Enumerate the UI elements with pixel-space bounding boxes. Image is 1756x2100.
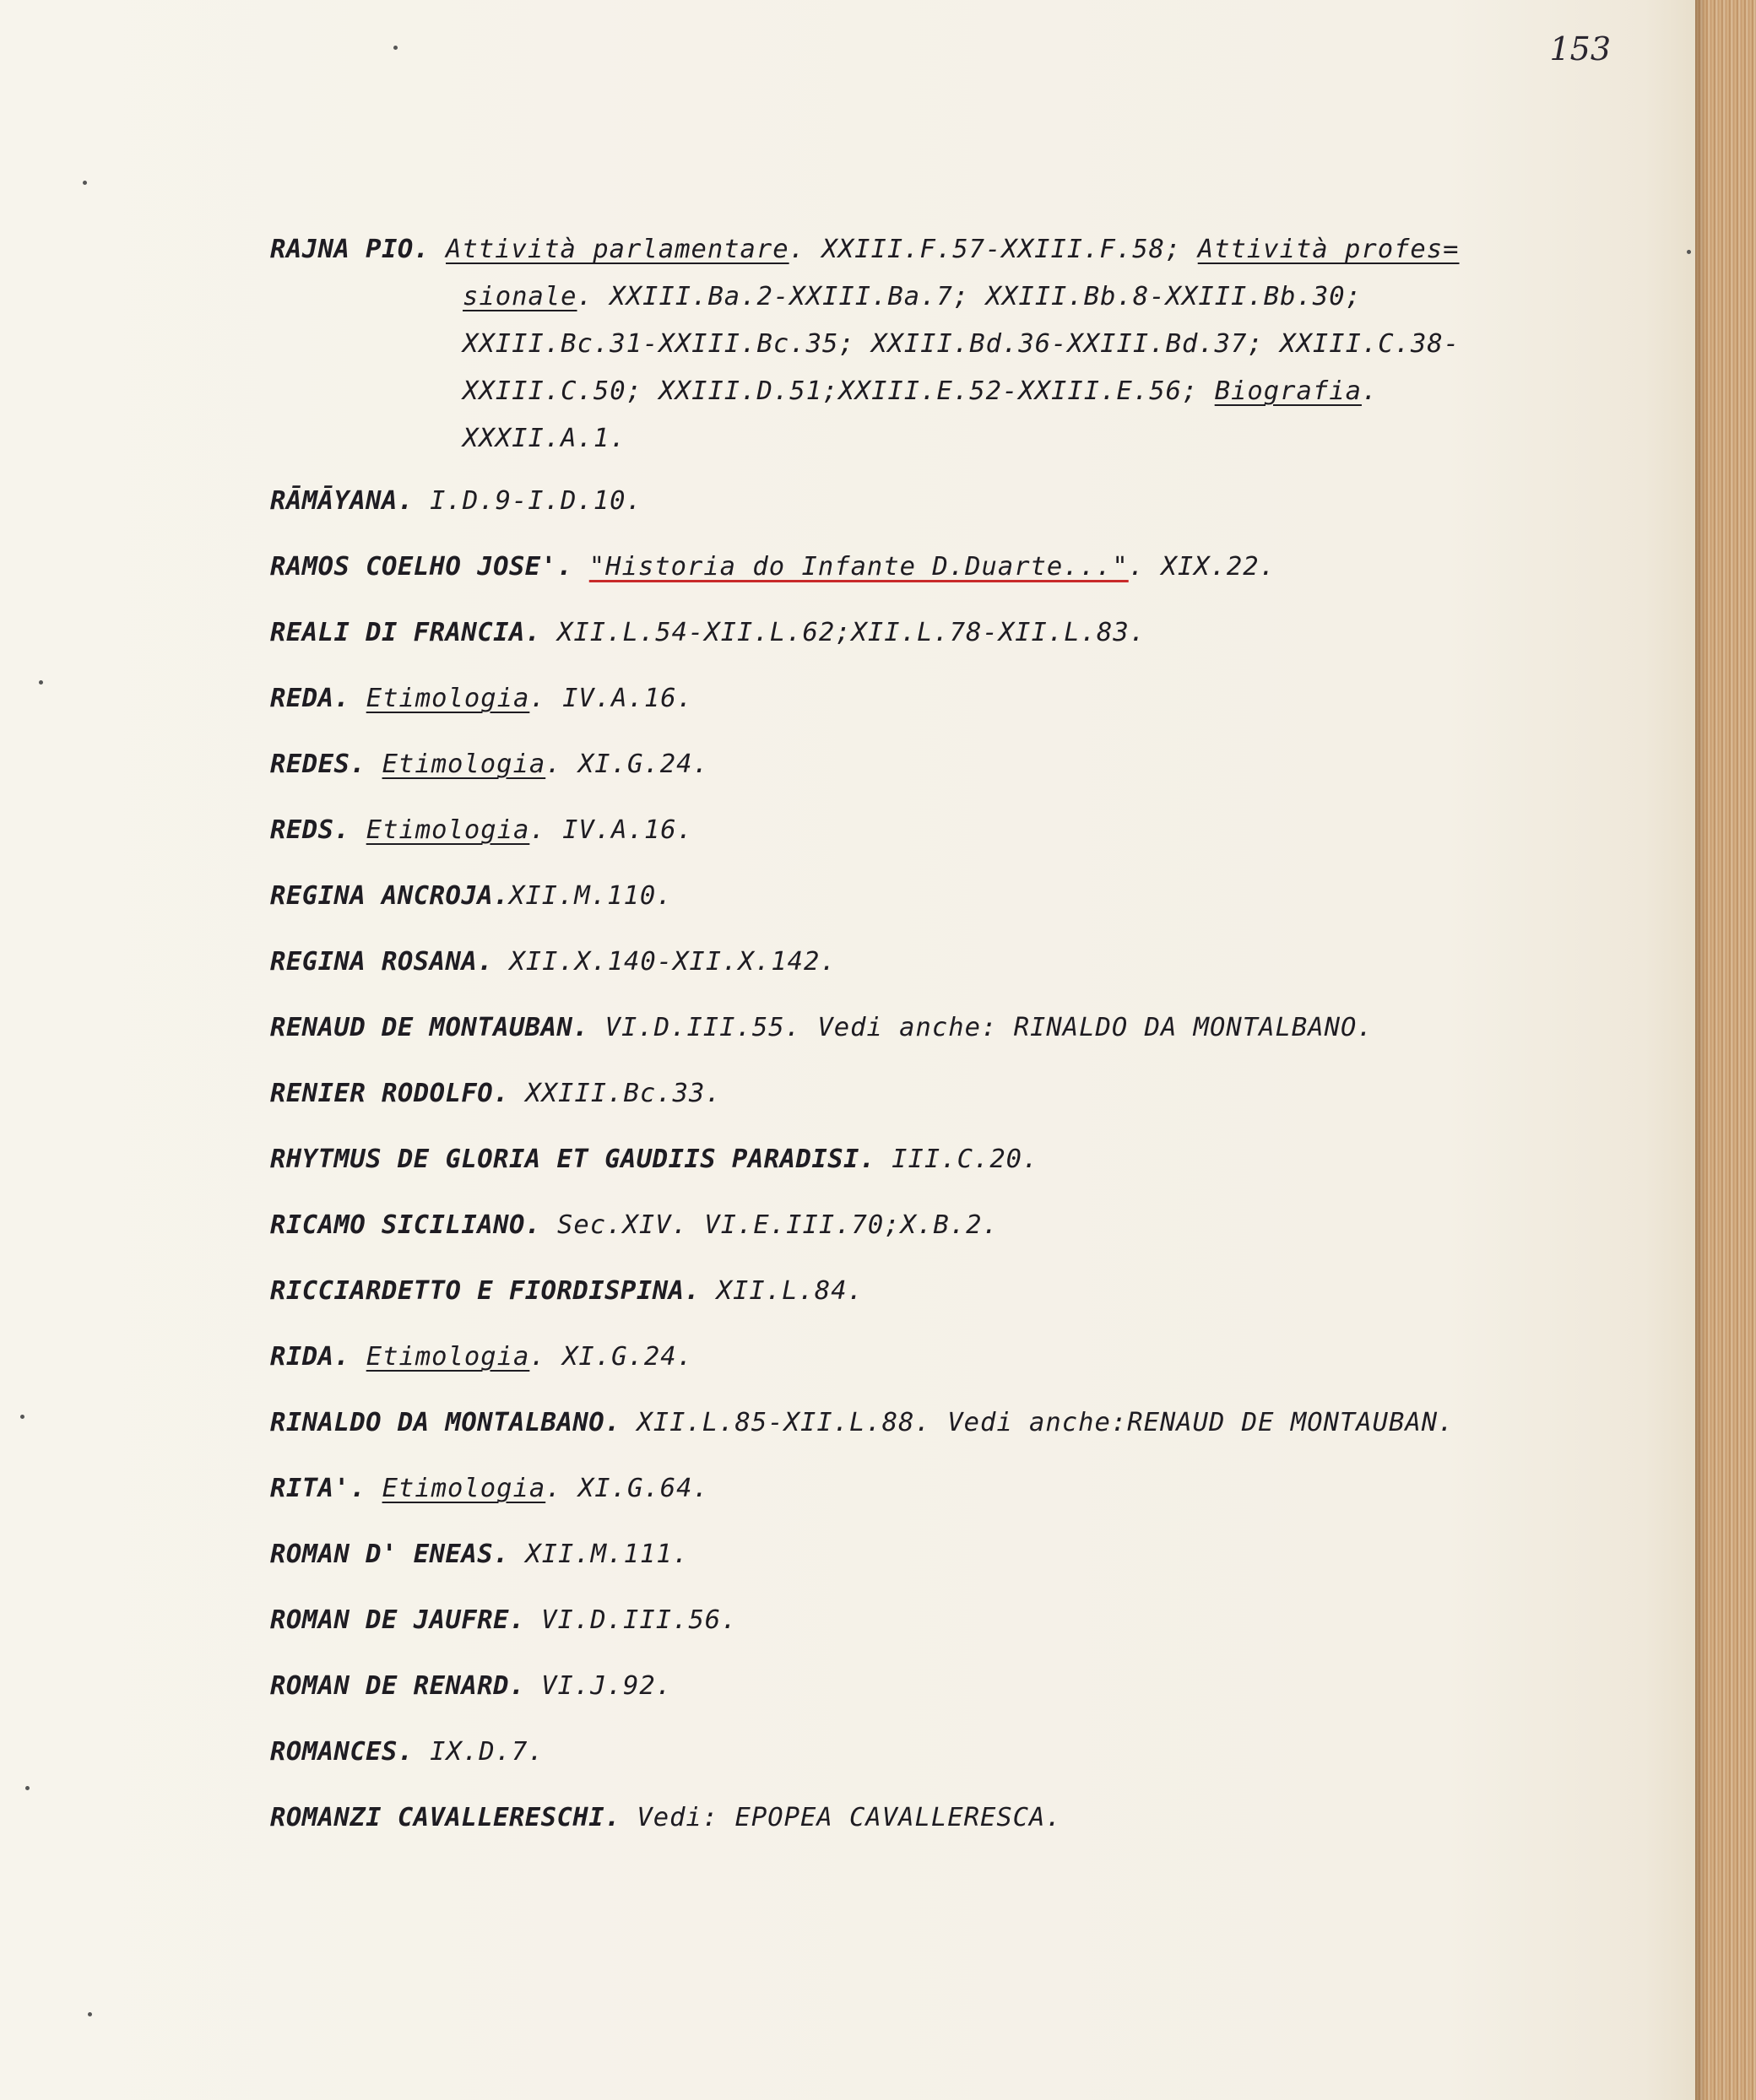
entry-reference: . XXIII.F.57-XXIII.F.58;	[789, 235, 1198, 264]
index-entry	[270, 1663, 1536, 1710]
index-entry	[270, 544, 1536, 591]
index-entry	[270, 1334, 1536, 1381]
entry-heading: RENIER RODOLFO.	[270, 1079, 509, 1108]
entry-heading: RINALDO DA MONTALBANO.	[270, 1408, 621, 1437]
index-entry	[270, 1465, 1536, 1513]
entry-reference: . XXIII.Ba.2-XXIII.Ba.7; XXIII.Bb.8-XXIII.Bb.30; XXIII.Bc.31-XXIII.Bc.35; XXIII.Bd.36-XXIII.Bd.37; XXIII.C.38-XXIII.C.50; XXIII.D.51;XXIII.E.52-XXIII.E.56;	[463, 282, 1461, 406]
entry-reference	[350, 815, 366, 845]
entry-reference	[366, 1474, 382, 1503]
entry-heading: RICCIARDETTO E FIORDISPINA.	[270, 1276, 701, 1306]
index-entry	[270, 1202, 1536, 1249]
entry-heading: RICAMO SICILIANO.	[270, 1210, 541, 1240]
index-entry	[270, 741, 1536, 788]
entry-heading: REDES.	[270, 750, 366, 779]
entry-reference: . XXXII.A.1.	[463, 376, 1379, 453]
entry-reference: I.D.9-I.D.10.	[413, 486, 642, 516]
entry-heading: RIDA.	[270, 1342, 350, 1372]
entry-reference: XXIII.Bc.33.	[508, 1079, 722, 1108]
entry-heading: RITA'.	[270, 1474, 366, 1503]
entry-heading: REALI DI FRANCIA.	[270, 618, 541, 647]
entry-reference: Sec.XIV. VI.E.III.70;X.B.2.	[540, 1210, 999, 1240]
entry-reference: XII.M.110.	[508, 881, 673, 911]
entry-reference	[572, 552, 588, 582]
ink-speck	[39, 680, 43, 685]
entry-heading: RAMOS COELHO JOSE'.	[270, 552, 573, 582]
index-entry	[270, 226, 1536, 463]
entry-reference: XII.L.54-XII.L.62;XII.L.78-XII.L.83.	[540, 618, 1146, 647]
index-entry	[270, 478, 1536, 525]
entry-reference	[350, 684, 366, 713]
entry-heading: ROMANZI CAVALLERESCHI.	[270, 1803, 621, 1832]
index-entry	[270, 609, 1536, 657]
underlined-subject: Etimologia	[382, 1474, 546, 1503]
index-entry	[270, 1004, 1536, 1052]
entry-heading: RĀMĀYANA.	[270, 486, 414, 516]
ink-speck	[88, 2012, 92, 2016]
underlined-subject: Etimologia	[366, 684, 530, 713]
entry-heading: RENAUD DE MONTAUBAN.	[270, 1013, 589, 1042]
entry-reference: XII.X.140-XII.X.142.	[493, 947, 837, 977]
entry-heading: REDA.	[270, 684, 350, 713]
book-page-edges	[1695, 0, 1756, 2100]
entry-reference: XII.L.85-XII.L.88. Vedi anche:RENAUD DE MONTAUBAN.	[620, 1408, 1455, 1437]
page-number: 153	[1549, 30, 1611, 68]
red-underlined-title: "Historia do Infante D.Duarte..."	[588, 552, 1129, 582]
underlined-subject: Attività parlamentare	[446, 235, 789, 264]
entry-heading: ROMAN DE RENARD.	[270, 1671, 525, 1701]
entry-reference: . XIX.22.	[1128, 552, 1276, 582]
entry-reference	[366, 750, 382, 779]
ink-speck	[20, 1415, 24, 1419]
index-entry	[270, 1531, 1536, 1578]
entry-reference: III.C.20.	[875, 1145, 1039, 1174]
ink-speck	[1687, 250, 1691, 254]
index-entry	[270, 1070, 1536, 1118]
index-entry	[270, 807, 1536, 854]
underlined-subject: Etimologia	[382, 750, 546, 779]
index-entry	[270, 1268, 1536, 1315]
entry-reference	[430, 235, 446, 264]
entry-heading: ROMAN DE JAUFRE.	[270, 1605, 525, 1635]
entry-reference: XII.L.84.	[700, 1276, 864, 1306]
entry-heading: RAJNA PIO.	[270, 235, 430, 264]
entry-reference: VI.D.III.56.	[524, 1605, 738, 1635]
entry-reference: . XI.G.24.	[545, 750, 709, 779]
entry-heading: ROMAN D' ENEAS.	[270, 1540, 509, 1569]
entry-reference: VI.J.92.	[524, 1671, 673, 1701]
index-entry	[270, 1399, 1536, 1447]
entry-reference: . XI.G.64.	[545, 1474, 709, 1503]
ink-speck	[83, 181, 87, 185]
entry-heading: RHYTMUS DE GLORIA ET GAUDIIS PARADISI.	[270, 1145, 875, 1174]
index-entry-list	[270, 226, 1536, 1860]
index-entry	[270, 675, 1536, 723]
entry-reference: . XI.G.24.	[529, 1342, 693, 1372]
index-entry	[270, 939, 1536, 986]
entry-reference: XII.M.111.	[508, 1540, 689, 1569]
entry-heading: REGINA ROSANA.	[270, 947, 494, 977]
ink-speck	[25, 1786, 30, 1790]
ink-speck	[393, 46, 398, 50]
index-entry	[270, 873, 1536, 920]
entry-reference	[350, 1342, 366, 1372]
entry-heading: REDS.	[270, 815, 350, 845]
entry-heading: ROMANCES.	[270, 1737, 414, 1767]
entry-reference: . IV.A.16.	[529, 815, 693, 845]
underlined-subject: Attività profes= sionale	[463, 235, 1460, 311]
underlined-subject: Etimologia	[366, 1342, 530, 1372]
entry-reference: IX.D.7.	[413, 1737, 545, 1767]
entry-reference: VI.D.III.55. Vedi anche: RINALDO DA MONTALBANO.	[588, 1013, 1374, 1042]
index-entry	[270, 1597, 1536, 1644]
index-entry	[270, 1136, 1536, 1183]
index-entry	[270, 1729, 1536, 1776]
underlined-subject: Biografia	[1214, 376, 1362, 406]
index-entry	[270, 1794, 1536, 1842]
underlined-subject: Etimologia	[366, 815, 530, 845]
entry-reference: . IV.A.16.	[529, 684, 693, 713]
entry-reference: Vedi: EPOPEA CAVALLERESCA.	[620, 1803, 1062, 1832]
entry-heading: REGINA ANCROJA.	[270, 881, 509, 911]
